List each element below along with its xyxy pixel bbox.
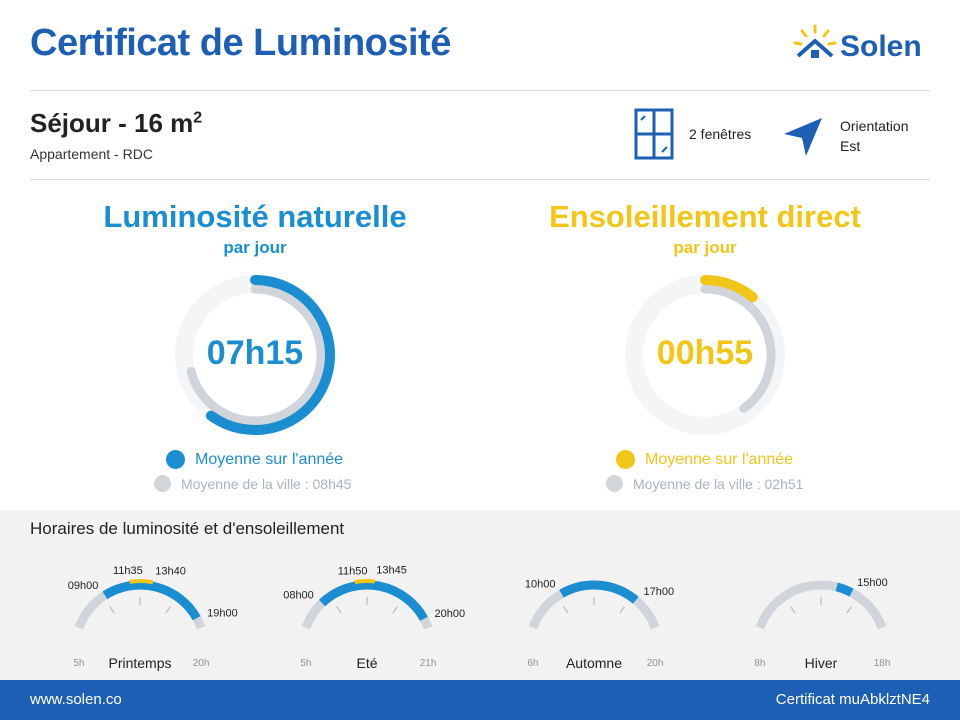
gauge-tick <box>564 607 569 614</box>
legend-label: Moyenne sur l'année <box>645 450 794 468</box>
light-end-label: 15h00 <box>857 577 888 589</box>
gauge-tick <box>847 607 852 614</box>
range-end-label: 21h <box>419 658 437 669</box>
area-exponent: 2 <box>193 109 203 127</box>
light-end-label: 19h00 <box>207 607 238 620</box>
light-end-label: 20h00 <box>434 608 466 620</box>
season-name: Hiver <box>804 655 838 671</box>
divider <box>30 179 930 180</box>
season-name: Automne <box>565 655 623 671</box>
gauge-tick <box>166 607 171 614</box>
sun-end-label: 13h45 <box>376 564 407 577</box>
range-start-label: 8h <box>754 658 766 669</box>
legend-label: Moyenne de la ville : 02h51 <box>633 475 804 492</box>
sun-house-icon <box>792 24 838 68</box>
season-name: Eté <box>356 655 378 671</box>
legend-label: Moyenne de la ville : 08h45 <box>181 475 352 492</box>
solen-logo[interactable] <box>792 24 932 68</box>
season-gauge-automne <box>494 560 694 680</box>
legend-annual-average <box>616 450 793 469</box>
season-name: Printemps <box>108 655 172 671</box>
page-title: Certificat de Luminosité <box>30 22 451 64</box>
luminosity-arc <box>837 587 852 593</box>
light-end-label: 17h00 <box>643 586 675 598</box>
direct-sun-value: 00h55 <box>656 334 754 372</box>
legend-city-average <box>606 475 803 492</box>
sunshine-arc <box>355 581 375 582</box>
day-range-track <box>533 585 655 628</box>
legend-dot <box>616 450 635 469</box>
certificate-id: Certificat muAbklztNE4 <box>775 691 930 708</box>
light-start-label: 10h00 <box>524 578 556 591</box>
sun-end-label: 13h40 <box>155 565 186 578</box>
direct-sun-per-day: par jour <box>673 238 737 257</box>
room-title <box>30 108 202 139</box>
range-start-label: 5h <box>73 658 85 669</box>
window-icon <box>634 108 674 160</box>
orientation-label: Orientation <box>840 118 909 134</box>
light-start-label: 09h00 <box>67 580 99 593</box>
range-end-label: 20h <box>192 658 210 669</box>
room-name: Séjour - 16 m <box>30 108 194 138</box>
range-end-label: 18h <box>873 658 891 669</box>
gauge-tick <box>620 607 625 614</box>
luminosity-arc <box>105 585 197 618</box>
range-start-label: 6h <box>527 658 539 669</box>
legend-annual-average <box>166 450 343 469</box>
direct-sun-title: Ensoleillement direct <box>549 199 861 234</box>
legend-label: Moyenne sur l'année <box>195 450 344 468</box>
website-link[interactable]: www.solen.co <box>30 691 122 708</box>
season-gauge-hiver <box>721 560 921 680</box>
gauge-tick <box>337 607 342 614</box>
legend-dot <box>154 475 171 492</box>
divider <box>30 90 930 91</box>
orientation <box>840 116 908 156</box>
gauge-tick <box>791 607 796 614</box>
season-gauge-printemps <box>40 560 240 680</box>
sun-start-label: 11h35 <box>113 564 143 577</box>
schedule-title: Horaires de luminosité et d'ensoleillement <box>30 519 345 538</box>
sunshine-arc <box>130 581 153 582</box>
legend-dot <box>606 475 623 492</box>
season-gauge-ete <box>267 560 467 680</box>
light-start-label: 08h00 <box>283 589 314 602</box>
gauge-tick <box>110 607 115 614</box>
natural-light-per-day: par jour <box>223 238 287 257</box>
range-start-label: 5h <box>300 658 312 669</box>
natural-light-value: 07h15 <box>206 334 304 372</box>
orientation-arrow-icon <box>782 114 826 158</box>
legend-city-average <box>154 475 351 492</box>
windows-count: 2 fenêtres <box>689 126 752 142</box>
orientation-value: Est <box>840 138 861 154</box>
room-subtitle: Appartement - RDC <box>30 146 153 162</box>
day-range-track <box>760 585 882 628</box>
sun-start-label: 11h50 <box>337 565 368 578</box>
gauge-tick <box>393 607 398 614</box>
legend-dot <box>166 450 185 469</box>
natural-light-title: Luminosité naturelle <box>103 199 407 234</box>
luminosity-arc <box>322 585 424 619</box>
brand-name: Solen <box>840 30 922 63</box>
luminosity-arc <box>562 585 636 600</box>
range-end-label: 20h <box>646 658 664 669</box>
